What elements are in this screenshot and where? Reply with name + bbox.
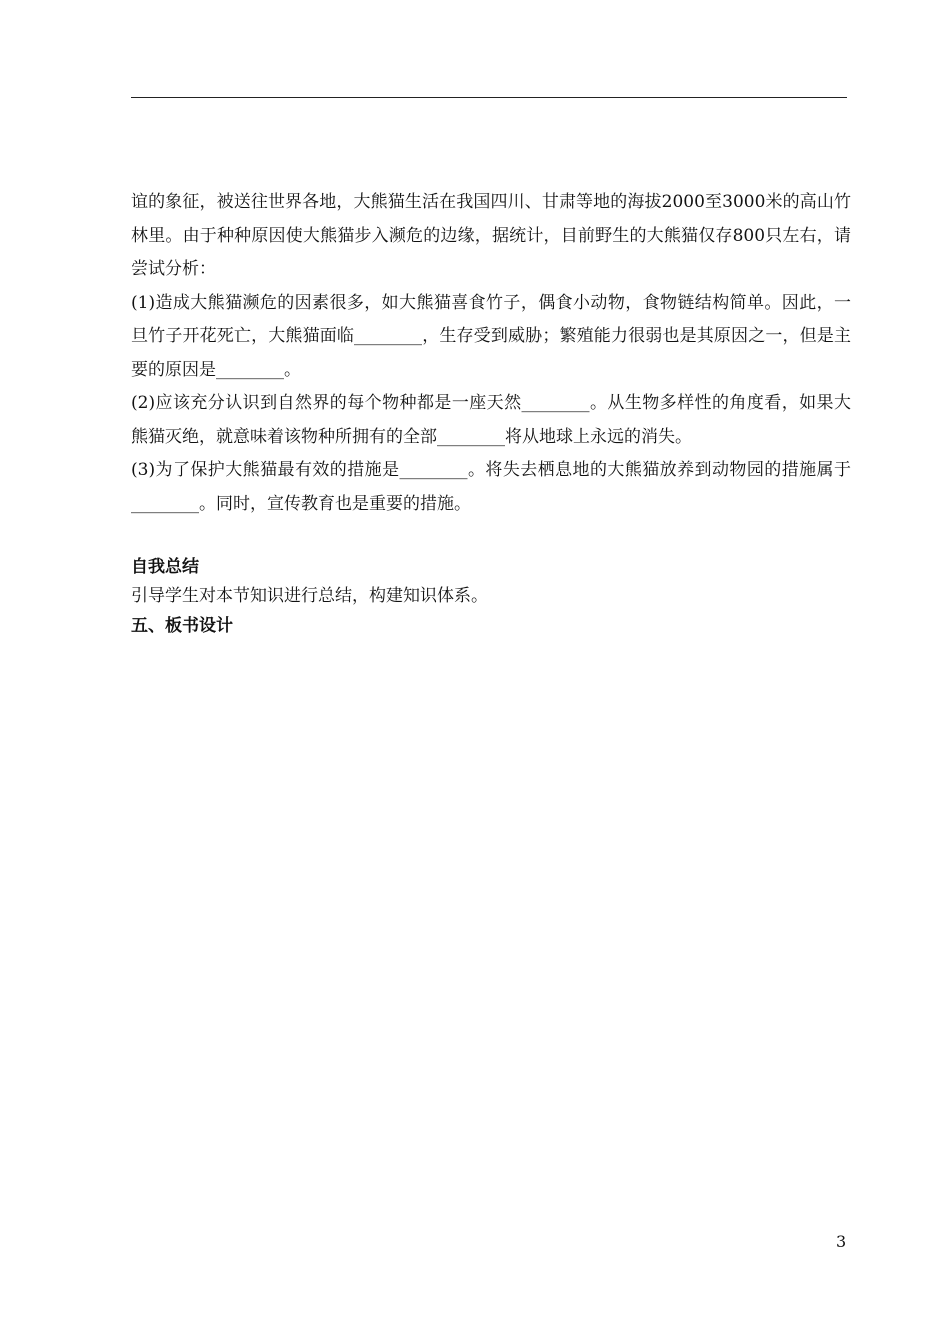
header-rule	[131, 97, 847, 98]
paragraph-intro: 谊的象征，被送往世界各地，大熊猫生活在我国四川、甘肃等地的海拔2000至3000米的高山竹林里。由于种种原因使大熊猫步入濒危的边缘，据统计，目前野生的大熊猫仅存800只左右，请尝试分析：	[131, 192, 851, 279]
board-design-heading: 五、板书设计	[131, 616, 233, 636]
summary-text: 引导学生对本节知识进行总结，构建知识体系。	[131, 586, 488, 606]
page-number: 3	[836, 1232, 847, 1251]
paragraph-question-3: (3)为了保护大熊猫最有效的措施是________。将失去栖息地的大熊猫放养到动物园的措施属于________。同时，宣传教育也是重要的措施。	[131, 460, 851, 514]
paragraph-question-1: (1)造成大熊猫濒危的因素很多，如大熊猫喜食竹子，偶食小动物，食物链结构简单。因此，一旦竹子开花死亡，大熊猫面临________，生存受到威胁；繁殖能力很弱也是其原因之一，但是主要的原因是________。	[131, 292, 851, 380]
paragraph-question-2: (2)应该充分认识到自然界的每个物种都是一座天然________。从生物多样性的角度看，如果大熊猫灭绝，就意味着该物种所拥有的全部________将从地球上永远的消失。	[131, 393, 851, 447]
body-text	[131, 186, 851, 521]
summary-heading: 自我总结	[131, 557, 199, 577]
